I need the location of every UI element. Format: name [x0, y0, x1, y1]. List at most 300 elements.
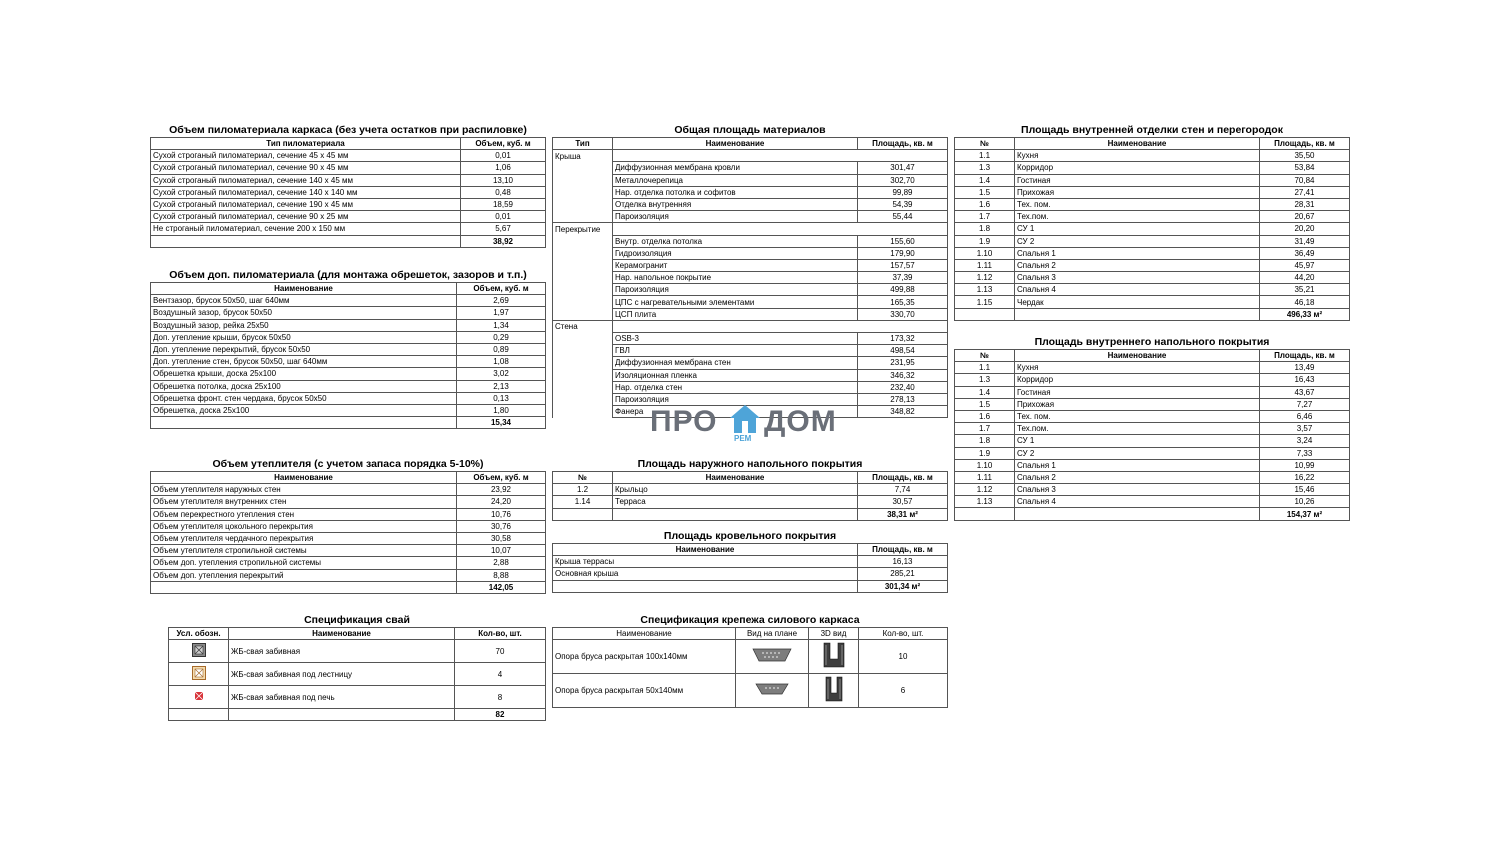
table-row	[955, 174, 1350, 186]
table-cell: 278,13	[858, 393, 948, 405]
table-cell: Воздушный зазор, брусок 50х50	[151, 307, 457, 319]
table-row	[955, 186, 1350, 198]
lumber-table	[150, 137, 546, 248]
table-cell: Обрешетка потолка, доска 25х100	[151, 380, 457, 392]
table-row	[955, 484, 1350, 496]
table-row	[553, 484, 948, 496]
insulation-title: Объем утеплителя (с учетом запаса порядка 5-10%)	[212, 458, 484, 470]
table-cell: Гостиная	[1015, 386, 1260, 398]
table-cell: 37,39	[858, 272, 948, 284]
table-row	[955, 398, 1350, 410]
table-row	[151, 186, 546, 198]
table-cell: 0,01	[461, 150, 546, 162]
table-cell: 330,70	[858, 308, 948, 320]
roofing-section	[552, 530, 948, 593]
table-cell: ЦПС с нагревательными элементами	[613, 296, 858, 308]
table-row	[151, 484, 546, 496]
table-row	[553, 308, 948, 320]
table-cell: 0,89	[457, 343, 546, 355]
table-cell: 302,70	[858, 174, 948, 186]
material-group-type: Перекрытие	[553, 223, 613, 235]
table-cell: 6,46	[1260, 410, 1350, 422]
table-row	[151, 532, 546, 544]
table-cell: Спальня 2	[1015, 471, 1260, 483]
table-cell: Тех.пом.	[1015, 211, 1260, 223]
table-row	[955, 211, 1350, 223]
table-row	[955, 259, 1350, 271]
table-row	[151, 198, 546, 210]
table-cell: Крыша террасы	[553, 556, 858, 568]
piles-title: Спецификация свай	[304, 614, 410, 626]
table-cell: Кухня	[1015, 150, 1260, 162]
col-symbol: Усл. обозн.	[169, 628, 229, 640]
fasteners-table: Наименование Вид на плане 3D вид Кол-во, шт. Опора бруса раскрытая 100х140мм 10 Опора бруса раскрытая 50х140мм 6	[552, 627, 948, 708]
table-cell: 13,10	[461, 174, 546, 186]
extra-lumber-title: Объем доп. пиломатериала (для монтажа обрешеток, зазоров и т.п.)	[169, 269, 527, 281]
lumber-section	[150, 124, 546, 248]
table-row	[151, 569, 546, 581]
table-row	[553, 357, 948, 369]
table-row	[955, 410, 1350, 422]
indoor-floor-title: Площадь внутреннего напольного покрытия	[1034, 336, 1270, 348]
table-row	[955, 150, 1350, 162]
table-row	[553, 174, 948, 186]
table-cell: 7,33	[1260, 447, 1350, 459]
table-row	[553, 296, 948, 308]
roofing-total: 301,34 м²	[858, 580, 948, 592]
table-cell: 1.8	[955, 223, 1015, 235]
table-cell: Доп. утепление стен, брусок 50х50, шаг 640мм	[151, 356, 457, 368]
table-row	[955, 235, 1350, 247]
table-row	[151, 392, 546, 404]
table-cell: 1.12	[955, 484, 1015, 496]
table-cell: 43,67	[1260, 386, 1350, 398]
table-cell: 1.7	[955, 423, 1015, 435]
table-cell: 1.13	[955, 284, 1015, 296]
table-cell: Пароизоляция	[613, 284, 858, 296]
table-row	[955, 198, 1350, 210]
table-row	[553, 198, 948, 210]
table-cell: 18,59	[461, 198, 546, 210]
wall-finish-title: Площадь внутренней отделки стен и перегородок	[1021, 124, 1283, 136]
lumber-total: 38,92	[461, 235, 546, 247]
table-row	[955, 459, 1350, 471]
table-cell: 0,13	[457, 392, 546, 404]
table-row	[151, 150, 546, 162]
table-cell: 30,57	[858, 496, 948, 508]
table-cell: 20,67	[1260, 211, 1350, 223]
table-cell: Корридор	[1015, 162, 1260, 174]
table-cell: Сухой строганый пиломатериал, сечение 90 х 45 мм	[151, 162, 461, 174]
table-row	[151, 162, 546, 174]
table-row	[151, 520, 546, 532]
insulation-total: 142,05	[457, 581, 546, 593]
table-cell: Спальня 4	[1015, 284, 1260, 296]
table-cell: 31,49	[1260, 235, 1350, 247]
table-cell: 1.9	[955, 447, 1015, 459]
table-row	[553, 568, 948, 580]
indoor-floor-total: 154,37 м²	[1260, 508, 1350, 520]
table-row	[151, 343, 546, 355]
table-cell: Объем утеплителя внутренних стен	[151, 496, 457, 508]
table-cell: 1.7	[955, 211, 1015, 223]
table-row	[955, 247, 1350, 259]
table-cell: 348,82	[858, 406, 948, 418]
table-cell: 155,60	[858, 235, 948, 247]
col-volume: Объем, куб. м	[457, 283, 546, 295]
table-cell: 10,26	[1260, 496, 1350, 508]
table-cell: Объем перекрестного утепления стен	[151, 508, 457, 520]
table-cell: Отделка внутренняя	[613, 198, 858, 210]
table-cell: 232,40	[858, 381, 948, 393]
table-cell: Крыльцо	[613, 484, 858, 496]
table-cell: Сухой строганый пиломатериал, сечение 190 х 45 мм	[151, 198, 461, 210]
table-row	[151, 508, 546, 520]
table-cell: 3,57	[1260, 423, 1350, 435]
table-row	[553, 284, 948, 296]
table-cell: Тех. пом.	[1015, 410, 1260, 422]
table-row	[553, 556, 948, 568]
table-cell: 1.5	[955, 398, 1015, 410]
table-cell: Сухой строганый пиломатериал, сечение 140 х 45 мм	[151, 174, 461, 186]
table-cell: Воздушный зазор, рейка 25х50	[151, 319, 457, 331]
piles-total: 82	[455, 709, 546, 721]
table-cell: 231,95	[858, 357, 948, 369]
table-cell: 2,69	[457, 295, 546, 307]
table-cell: 157,57	[858, 259, 948, 271]
table-row	[151, 307, 546, 319]
table-cell: Чердак	[1015, 296, 1260, 308]
materials-title: Общая площадь материалов	[674, 124, 826, 136]
table-cell: 30,58	[457, 532, 546, 544]
table-row	[151, 496, 546, 508]
table-cell: 35,21	[1260, 284, 1350, 296]
table-row	[553, 211, 948, 223]
table-cell: 24,20	[457, 496, 546, 508]
table-cell: 1,06	[461, 162, 546, 174]
table-cell: 1,34	[457, 319, 546, 331]
col-volume: Объем, куб. м	[461, 138, 546, 150]
col-name: Наименование	[151, 472, 457, 484]
pile-stair-icon	[192, 666, 206, 680]
table-row	[151, 331, 546, 343]
table-cell: Объем утеплителя цокольного перекрытия	[151, 520, 457, 532]
material-group-type: Стена	[553, 320, 613, 332]
table-cell: 44,20	[1260, 272, 1350, 284]
col-area: Площадь, кв. м	[858, 138, 948, 150]
table-cell: 16,22	[1260, 471, 1350, 483]
table-cell: 346,32	[858, 369, 948, 381]
table-row	[553, 496, 948, 508]
table-row	[151, 211, 546, 223]
table-cell: 0,48	[461, 186, 546, 198]
table-cell: Объем утеплителя стропильной системы	[151, 545, 457, 557]
table-cell: 46,18	[1260, 296, 1350, 308]
fastener-row: Опора бруса раскрытая 100х140мм 10	[553, 640, 948, 674]
table-cell: Корридор	[1015, 374, 1260, 386]
table-cell: 1.3	[955, 162, 1015, 174]
outdoor-floor-title: Площадь наружного напольного покрытия	[637, 458, 863, 470]
col-name: Наименование	[151, 283, 457, 295]
table-row	[151, 319, 546, 331]
table-row	[955, 496, 1350, 508]
table-cell: 70,84	[1260, 174, 1350, 186]
table-cell: 1.6	[955, 410, 1015, 422]
table-cell: 20,20	[1260, 223, 1350, 235]
table-cell: 1.4	[955, 386, 1015, 398]
pile-row: ЖБ-свая забивная под лестницу 4	[169, 663, 546, 686]
house-icon	[729, 404, 761, 434]
table-cell: 0,29	[457, 331, 546, 343]
insulation-section	[150, 458, 546, 594]
table-cell: Тех. пом.	[1015, 198, 1260, 210]
table-cell: 1,80	[457, 404, 546, 416]
table-cell: 10,76	[457, 508, 546, 520]
fastener-row: Опора бруса раскрытая 50х140мм 6	[553, 674, 948, 708]
table-cell: 45,97	[1260, 259, 1350, 271]
material-group-row	[553, 223, 948, 235]
materials-table	[552, 137, 948, 418]
table-cell: Тех.пом.	[1015, 423, 1260, 435]
table-cell: 7,74	[858, 484, 948, 496]
table-cell: 1.3	[955, 374, 1015, 386]
table-cell: 165,35	[858, 296, 948, 308]
table-cell: Терраса	[613, 496, 858, 508]
table-cell: 8,88	[457, 569, 546, 581]
table-row	[955, 223, 1350, 235]
table-row	[955, 447, 1350, 459]
table-cell: 1.4	[955, 174, 1015, 186]
table-row	[955, 374, 1350, 386]
table-cell: 7,27	[1260, 398, 1350, 410]
table-cell: Спальня 3	[1015, 484, 1260, 496]
table-row	[955, 362, 1350, 374]
table-row	[553, 259, 948, 271]
table-cell: 179,90	[858, 247, 948, 259]
table-cell: 1.1	[955, 362, 1015, 374]
table-cell: Обрешетка фронт. стен чердака, брусок 50х50	[151, 392, 457, 404]
table-cell: Вентзазор, брусок 50х50, шаг 640мм	[151, 295, 457, 307]
table-cell: 13,49	[1260, 362, 1350, 374]
table-cell: 55,44	[858, 211, 948, 223]
table-cell: Доп. утепление крыши, брусок 50х50	[151, 331, 457, 343]
table-cell: Прихожая	[1015, 186, 1260, 198]
table-cell: Спальня 3	[1015, 272, 1260, 284]
table-cell: Обрешетка, доска 25х100	[151, 404, 457, 416]
outdoor-floor-section	[552, 458, 948, 521]
table-cell: 1.9	[955, 235, 1015, 247]
table-row	[151, 368, 546, 380]
table-cell: Диффузионная мембрана стен	[613, 357, 858, 369]
table-row	[151, 295, 546, 307]
table-cell: Пароизоляция	[613, 393, 858, 405]
table-cell: 10,07	[457, 545, 546, 557]
table-cell: 3,02	[457, 368, 546, 380]
table-cell: Нар. отделка потолка и софитов	[613, 186, 858, 198]
table-row	[151, 356, 546, 368]
table-cell: 1.5	[955, 186, 1015, 198]
table-cell: Кухня	[1015, 362, 1260, 374]
table-row	[553, 369, 948, 381]
table-cell: 10,99	[1260, 459, 1350, 471]
table-cell: Объем доп. утепления перекрытий	[151, 569, 457, 581]
table-cell: Фанера	[613, 406, 858, 418]
table-cell: 1.10	[955, 247, 1015, 259]
table-row	[553, 381, 948, 393]
logo-text-right: ДОМ	[764, 405, 837, 438]
table-row	[955, 272, 1350, 284]
table-cell: 1.11	[955, 471, 1015, 483]
pile-stove-icon	[194, 691, 204, 701]
indoor-floor-section	[954, 336, 1350, 521]
table-cell: 498,54	[858, 345, 948, 357]
table-row	[955, 471, 1350, 483]
table-cell: 173,32	[858, 333, 948, 345]
table-cell: 1.15	[955, 296, 1015, 308]
outdoor-floor-total: 38,31 м²	[858, 508, 948, 520]
table-cell: Диффузионная мембрана кровли	[613, 162, 858, 174]
table-cell: 3,24	[1260, 435, 1350, 447]
table-row	[151, 545, 546, 557]
table-row	[151, 174, 546, 186]
table-cell: Нар. напольное покрытие	[613, 272, 858, 284]
bracket-plan-small-icon	[755, 682, 789, 696]
table-cell: 499,88	[858, 284, 948, 296]
roofing-table: Наименование Площадь, кв. м Крыша террасы 16,13 Основная крыша 285,21 301,34 м²	[552, 543, 948, 593]
table-cell: 27,41	[1260, 186, 1350, 198]
bracket-plan-icon	[752, 647, 792, 663]
table-cell: 1.10	[955, 459, 1015, 471]
table-cell: Металлочерепица	[613, 174, 858, 186]
table-cell: Нар. отделка стен	[613, 381, 858, 393]
table-row	[151, 380, 546, 392]
col-type: Тип пиломатериала	[151, 138, 461, 150]
table-cell: Прихожая	[1015, 398, 1260, 410]
logo-subtext: РЕМ	[734, 434, 752, 443]
table-cell: СУ 1	[1015, 223, 1260, 235]
table-cell: 1.8	[955, 435, 1015, 447]
table-cell: Не строганый пиломатериал, сечение 200 х 150 мм	[151, 223, 461, 235]
table-cell: Объем доп. утепления стропильной системы	[151, 557, 457, 569]
table-cell: 1.12	[955, 272, 1015, 284]
table-cell: Объем утеплителя наружных стен	[151, 484, 457, 496]
table-row	[955, 296, 1350, 308]
table-cell: 2,13	[457, 380, 546, 392]
table-cell: 1.13	[955, 496, 1015, 508]
table-cell: 36,49	[1260, 247, 1350, 259]
insulation-table	[150, 471, 546, 594]
table-cell: Сухой строганый пиломатериал, сечение 90 х 25 мм	[151, 211, 461, 223]
material-group-row	[553, 320, 948, 332]
wall-finish-table: № Наименование Площадь, кв. м 1.1 Кухня 35,50 1.3 Корридор 53,84 1.4 Гостиная 70,84 1.5 Прихожая 27,41 1.6 Тех. пом. 28,31 1.7 Тех.пом. 20,67 1.8 СУ 1 20,20 1.9 СУ 2 31,49 1.10 Спальня 1 36,49 1.11 Спальня 2 45,97 1.12 Спальня 3 44,20 1.13 Спальня 4 35,21 1.15 Чердак 46,18 496,33 м²	[954, 137, 1350, 321]
table-cell: 1.6	[955, 198, 1015, 210]
logo-text-left: ПРО	[650, 405, 718, 438]
table-cell: Керамогранит	[613, 259, 858, 271]
table-cell: Гостиная	[1015, 174, 1260, 186]
table-cell: 23,92	[457, 484, 546, 496]
wall-finish-total: 496,33 м²	[1260, 308, 1350, 320]
table-cell: 99,89	[858, 186, 948, 198]
table-cell: OSB-3	[613, 333, 858, 345]
table-cell: ГВЛ	[613, 345, 858, 357]
fasteners-title: Спецификация крепежа силового каркаса	[640, 614, 860, 626]
extra-lumber-total: 15,34	[457, 417, 546, 429]
table-cell: 0,01	[461, 211, 546, 223]
table-cell: Спальня 1	[1015, 459, 1260, 471]
table-cell: СУ 2	[1015, 235, 1260, 247]
extra-lumber-table	[150, 282, 546, 429]
table-cell: 16,13	[858, 556, 948, 568]
table-cell: Сухой строганый пиломатериал, сечение 45 х 45 мм	[151, 150, 461, 162]
indoor-floor-table: № Наименование Площадь, кв. м 1.1 Кухня 13,49 1.3 Корридор 16,43 1.4 Гостиная 43,67 1.5 Прихожая 7,27 1.6 Тех. пом. 6,46 1.7 Тех.пом. 3,57 1.8 СУ 1 3,24 1.9 СУ 2 7,33 1.10 Спальня 1 10,99 1.11 Спальня 2 16,22 1.12 Спальня 3 15,46 1.13 Спальня 4 10,26 154,37 м²	[954, 349, 1350, 521]
bracket-3d-small-icon	[823, 675, 845, 703]
table-cell: Гидроизоляция	[613, 247, 858, 259]
table-cell: Обрешетка крыши, доска 25х100	[151, 368, 457, 380]
table-row	[553, 235, 948, 247]
table-cell: Объем утеплителя чердачного перекрытия	[151, 532, 457, 544]
table-row	[955, 162, 1350, 174]
pile-icon	[192, 643, 206, 657]
table-row	[553, 345, 948, 357]
table-cell: Спальня 4	[1015, 496, 1260, 508]
material-group-type: Крыша	[553, 150, 613, 162]
col-qty: Кол-во, шт.	[455, 628, 546, 640]
table-cell: 1,08	[457, 356, 546, 368]
pile-row: ЖБ-свая забивная 70	[169, 640, 546, 663]
table-cell: 1.14	[553, 496, 613, 508]
pile-row: ЖБ-свая забивная под печь 8	[169, 686, 546, 709]
table-cell: 30,76	[457, 520, 546, 532]
table-row	[955, 386, 1350, 398]
table-row	[151, 223, 546, 235]
table-cell: 285,21	[858, 568, 948, 580]
table-row	[553, 162, 948, 174]
table-row	[955, 423, 1350, 435]
table-row	[151, 404, 546, 416]
table-cell: 54,39	[858, 198, 948, 210]
table-cell: Внутр. отделка потолка	[613, 235, 858, 247]
table-cell: 35,50	[1260, 150, 1350, 162]
table-cell: 301,47	[858, 162, 948, 174]
table-cell: СУ 1	[1015, 435, 1260, 447]
table-cell: 16,43	[1260, 374, 1350, 386]
piles-table	[168, 627, 546, 721]
col-name: Наименование	[229, 628, 455, 640]
extra-lumber-section	[150, 269, 546, 429]
table-cell: СУ 2	[1015, 447, 1260, 459]
table-cell: Изоляционная пленка	[613, 369, 858, 381]
table-row	[553, 186, 948, 198]
table-cell: 15,46	[1260, 484, 1350, 496]
table-cell: 1.11	[955, 259, 1015, 271]
wall-finish-section	[954, 124, 1350, 321]
fasteners-section	[552, 614, 948, 708]
table-row	[955, 435, 1350, 447]
table-cell: 2,88	[457, 557, 546, 569]
table-cell: 1,97	[457, 307, 546, 319]
table-cell: 53,84	[1260, 162, 1350, 174]
table-row	[553, 247, 948, 259]
table-row	[955, 284, 1350, 296]
table-cell: Спальня 1	[1015, 247, 1260, 259]
table-cell: Доп. утепление перекрытий, брусок 50х50	[151, 343, 457, 355]
table-row	[553, 333, 948, 345]
table-cell: 1.2	[553, 484, 613, 496]
table-cell: Сухой строганый пиломатериал, сечение 140 х 140 мм	[151, 186, 461, 198]
material-group-row	[553, 150, 948, 162]
table-cell: Спальня 2	[1015, 259, 1260, 271]
table-row	[553, 272, 948, 284]
